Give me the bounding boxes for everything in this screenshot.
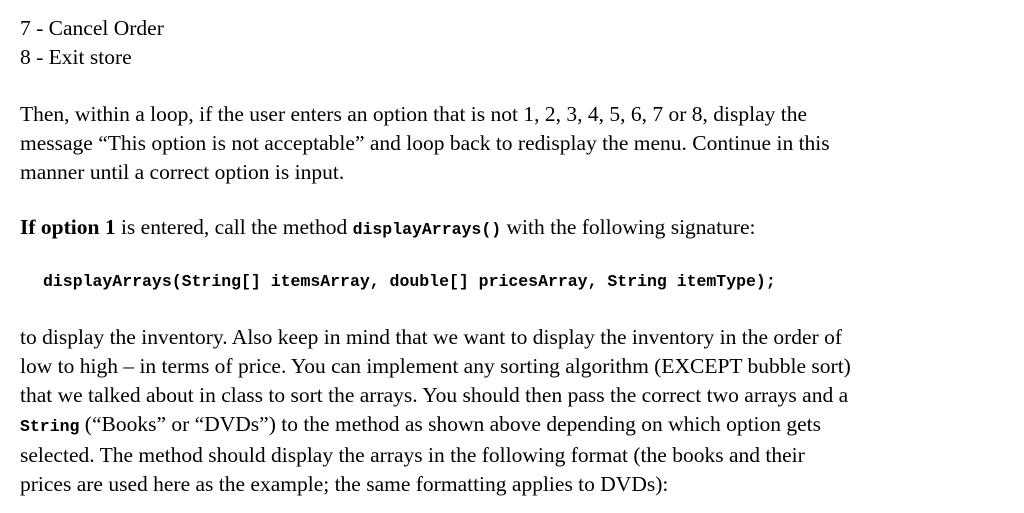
menu-item-exit-store: 8 - Exit store <box>20 45 132 69</box>
menu-list <box>20 14 1010 72</box>
option-one-tail: with the following signature: <box>501 215 756 239</box>
paragraph-line: that we talked about in class to sort the arrays. You should then pass the correct two arrays and a <box>20 383 849 407</box>
paragraph-line-text: (“Books” or “DVDs”) to the method as shown above depending on which option gets <box>79 412 822 436</box>
paragraph-line: low to high – in terms of price. You can implement any sorting algorithm (EXCEPT bubble sort) <box>20 354 851 378</box>
display-inventory-paragraph <box>20 323 1010 499</box>
paragraph-line: to display the inventory. Also keep in mind that we want to display the inventory in the order of <box>20 325 843 349</box>
method-signature-code: displayArrays(String[] itemsArray, double[] pricesArray, String itemType); <box>43 272 776 291</box>
option-one-text: is entered, call the method <box>115 215 353 239</box>
string-type-code: String <box>20 417 80 436</box>
menu-item-cancel-order: 7 - Cancel Order <box>20 16 164 40</box>
paragraph-line: message “This option is not acceptable” and loop back to redisplay the menu. Continue in this <box>20 131 830 155</box>
paragraph-line: Then, within a loop, if the user enters an option that is not 1, 2, 3, 4, 5, 6, 7 or 8, display the <box>20 102 808 126</box>
paragraph-line <box>20 410 1010 441</box>
option-one-label: If option 1 <box>20 215 116 239</box>
option-one-paragraph <box>20 213 1010 244</box>
paragraph-line: manner until a correct option is input. <box>20 160 345 184</box>
paragraph-line: prices are used here as the example; the same formatting applies to DVDs): <box>20 472 669 496</box>
invalid-option-paragraph <box>20 100 1010 187</box>
method-name-code: displayArrays() <box>352 220 502 239</box>
paragraph-line: selected. The method should display the arrays in the following format (the books and their <box>20 443 805 467</box>
paragraph-line <box>20 213 1010 244</box>
